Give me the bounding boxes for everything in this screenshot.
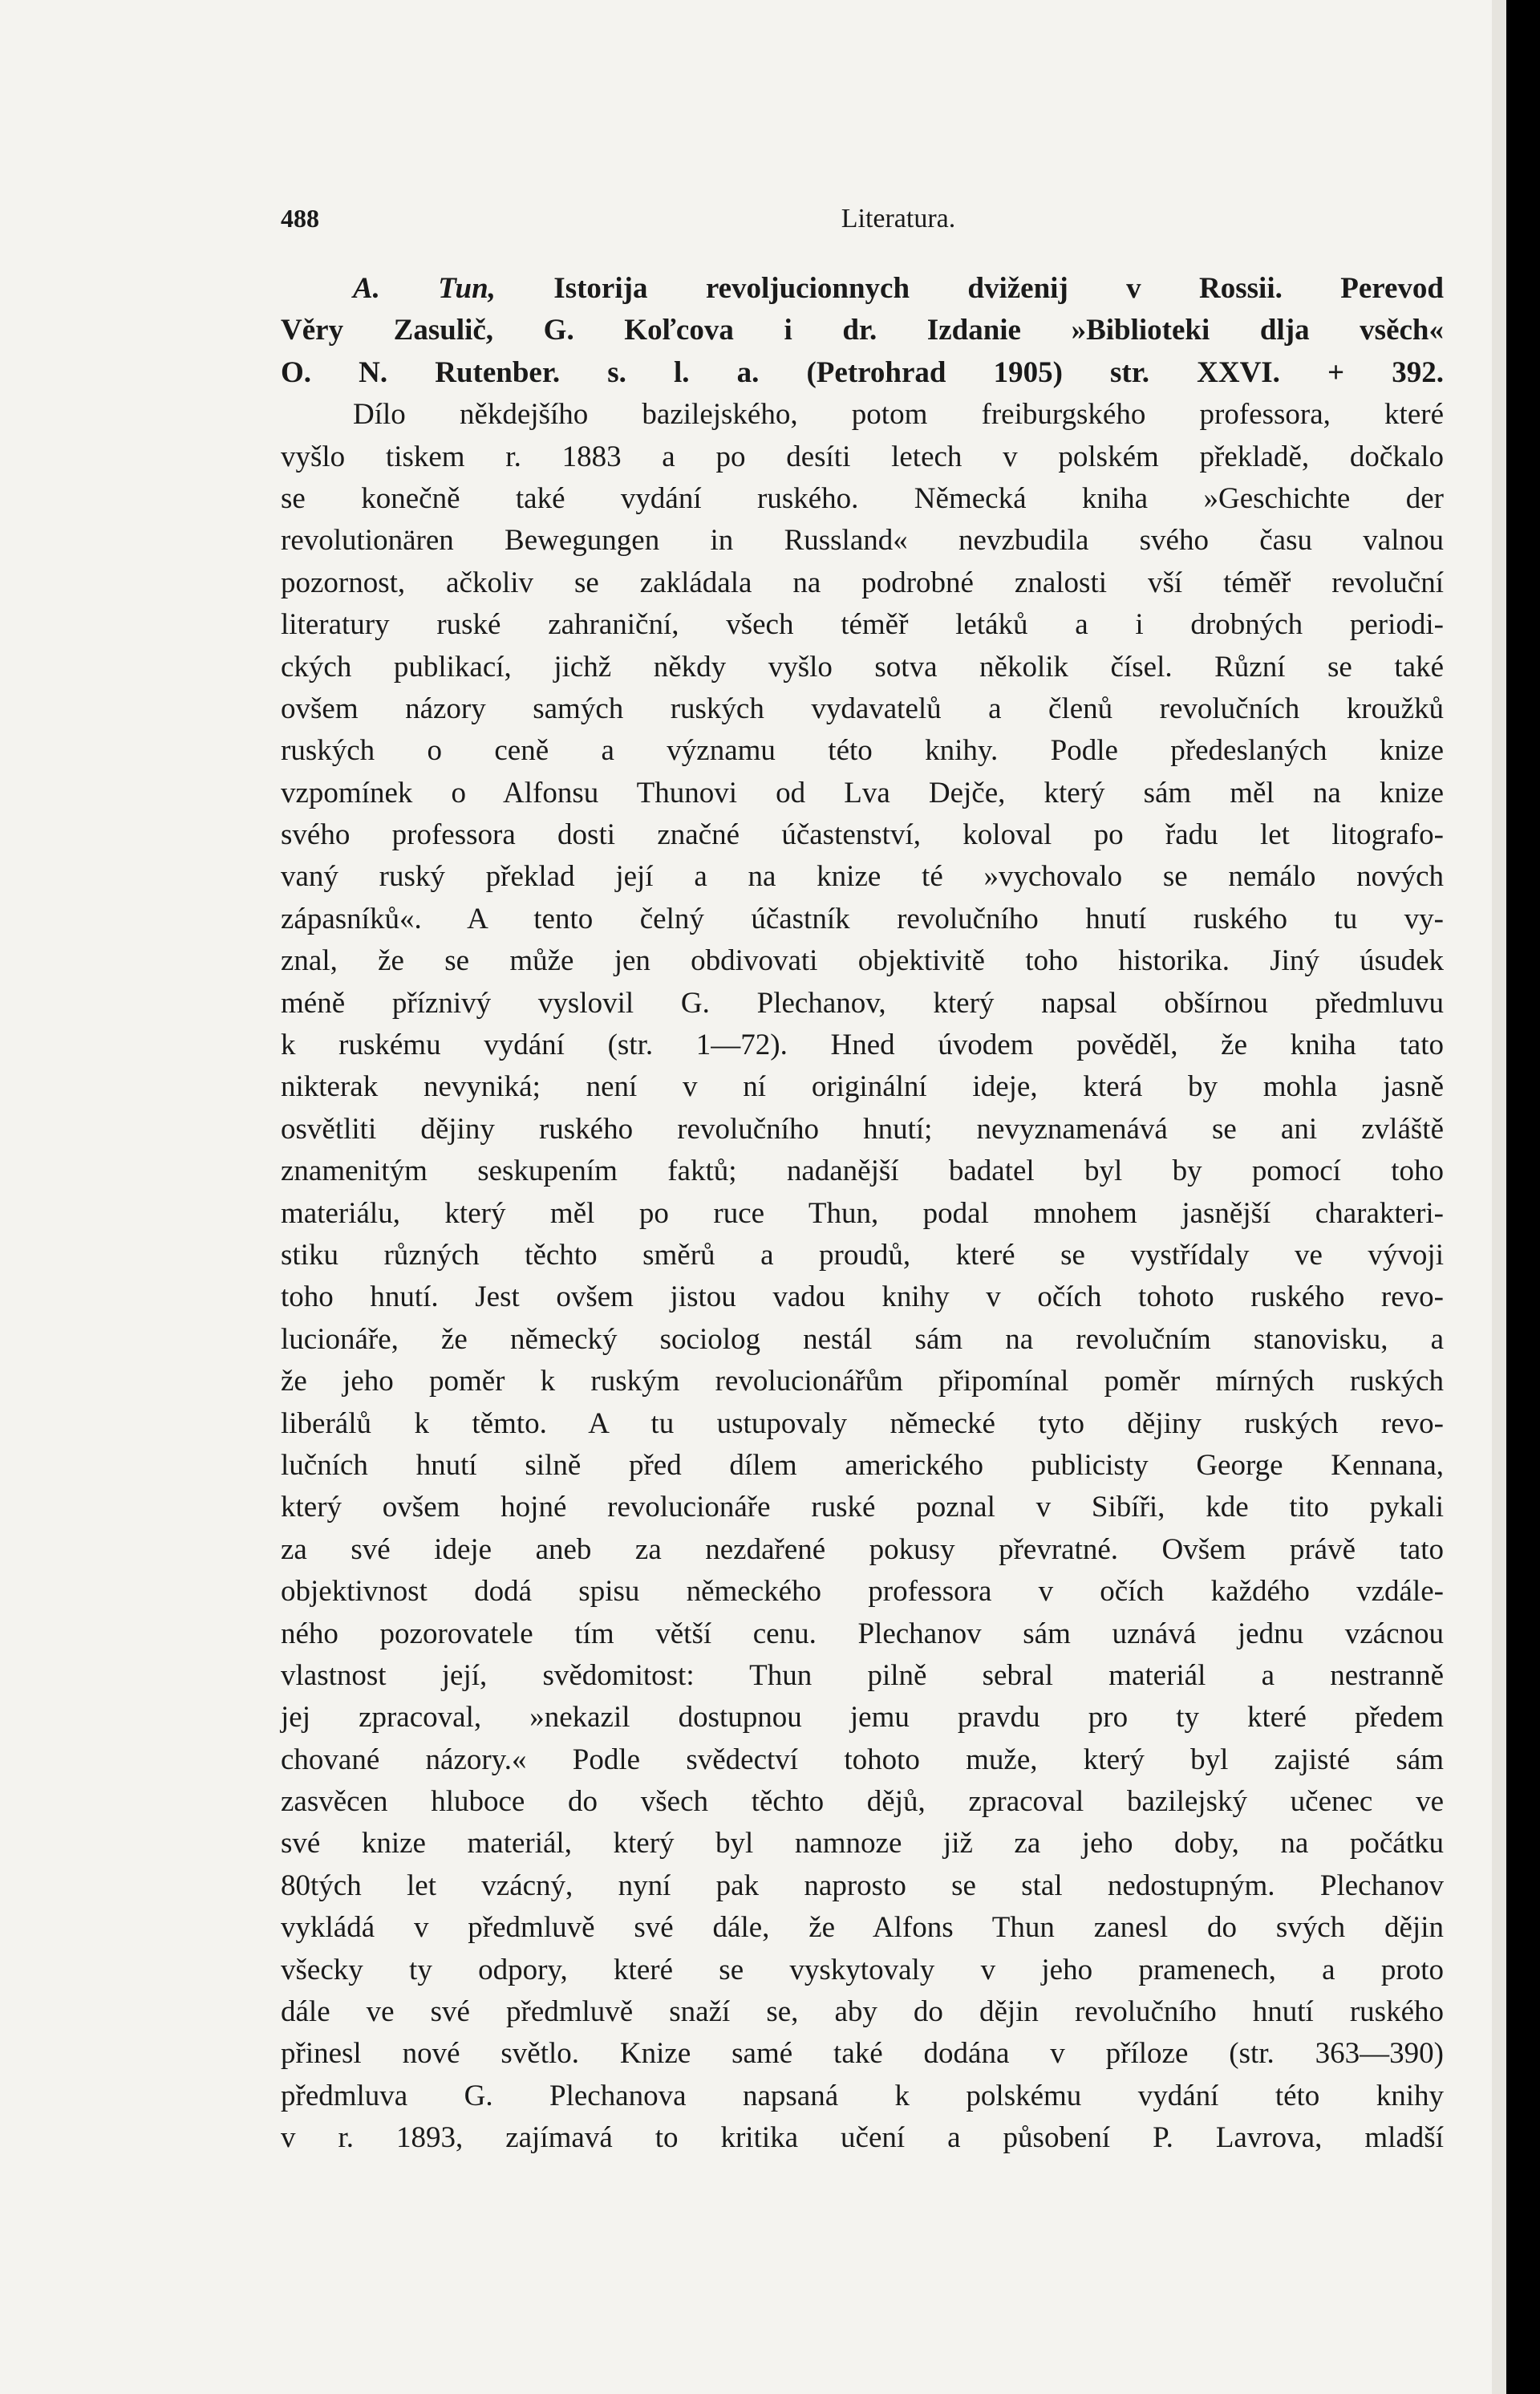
text-line: že jeho poměr k ruským revolucionářům připomínal poměr mírných ruských xyxy=(281,1365,1444,1398)
text-line: vzpomínek o Alfonsu Thunovi od Lva Dejče, který sám měl na knize xyxy=(281,776,1444,809)
body-text xyxy=(281,268,1444,2160)
text-line: stiku různých těchto směrů a proudů, které se vystřídaly ve vývoji xyxy=(281,1238,1444,1272)
text-line: objektivnost dodá spisu německého professora v očích každého vzdále- xyxy=(281,1575,1444,1609)
page-edge xyxy=(1492,0,1506,2394)
text-line: jej zpracoval, »nekazil dostupnou jemu pravdu pro ty které předem xyxy=(281,1701,1444,1735)
text-line: své knize materiál, který byl namnoze již za jeho doby, na počátku xyxy=(281,1827,1444,1860)
text-line: ruských o ceně a významu této knihy. Podle předeslaných knize xyxy=(281,734,1444,768)
section-title: Literatura. xyxy=(841,204,956,233)
text-line: literatury ruské zahraniční, všech téměř letáků a i drobných periodi- xyxy=(281,608,1444,642)
text-line: nikterak nevyniká; není v ní originální ideje, která by mohla jasně xyxy=(281,1070,1444,1104)
text-line: ovšem názory samých ruských vydavatelů a členů revolučních kroužků xyxy=(281,692,1444,725)
text-line: všecky ty odpory, které se vyskytovaly v jeho pramenech, a proto xyxy=(281,1953,1444,1986)
text-line: přinesl nové světlo. Knize samé také dodána v příloze (str. 363—390) xyxy=(281,2037,1444,2071)
text-line: osvětliti dějiny ruského revolučního hnutí; nevyznamenává se ani zvláště xyxy=(281,1112,1444,1146)
text-line: vlastnost její, svědomitost: Thun pilně sebral materiál a nestranně xyxy=(281,1658,1444,1692)
page-number: 488 xyxy=(281,204,319,233)
running-head xyxy=(281,193,1468,241)
text-line: zápasníků«. A tento čelný účastník revolučního hnutí ruského tu vy- xyxy=(281,902,1444,935)
text-line: k ruskému vydání (str. 1—72). Hned úvodem pověděl, že kniha tato xyxy=(281,1029,1444,1062)
text-line: za své ideje aneb za nezdařené pokusy převratné. Ovšem právě tato xyxy=(281,1532,1444,1566)
text-line: méně příznivý vyslovil G. Plechanov, který napsal obšírnou předmluvu xyxy=(281,986,1444,1020)
text-line: v r. 1893, zajímavá to kritika učení a působení P. Lavrova, mladší xyxy=(281,2121,1444,2155)
text-line: lučních hnutí silně před dílem amerického publicisty George Kennana, xyxy=(281,1448,1444,1482)
text-line: znamenitým seskupením faktů; nadanější badatel byl by pomocí toho xyxy=(281,1154,1444,1188)
text-line: A. Tun, Istorija revoljucionnych dviženij v Rossii. Perevod xyxy=(353,272,1445,305)
text-line: Dílo někdejšího bazilejského, potom freiburgského professora, které xyxy=(353,398,1444,432)
text-line: vyšlo tiskem r. 1883 a po desíti letech v polském překladě, dočkalo xyxy=(281,440,1444,473)
text-line: chované názory.« Podle svědectví tohoto muže, který byl zajisté sám xyxy=(281,1743,1444,1776)
text-line: svého professora dosti značné účastenství, koloval po řadu let litografo- xyxy=(281,818,1444,852)
text-line: vykládá v předmluvě své dále, že Alfons Thun zanesl do svých dějin xyxy=(281,1911,1444,1945)
text-line: který ovšem hojné revolucionáře ruské poznal v Sibíři, kde tito pykali xyxy=(281,1491,1444,1524)
text-line: znal, že se může jen obdivovati objektivitě toho historika. Jiný úsudek xyxy=(281,944,1444,978)
text-line: materiálu, který měl po ruce Thun, podal mnohem jasnější charakteri- xyxy=(281,1196,1444,1230)
text-line: ckých publikací, jichž někdy vyšlo sotva několik čísel. Různí se také xyxy=(281,650,1444,684)
text-line: 80tých let vzácný, nyní pak naprosto se stal nedostupným. Plechanov xyxy=(281,1869,1444,1902)
text-line: O. N. Rutenber. s. l. a. (Petrohrad 1905) str. XXVI. + 392. xyxy=(281,355,1444,389)
text-line: Věry Zasulič, G. Koľcova i dr. Izdanie »Biblioteki dlja vsěch« xyxy=(281,314,1444,347)
author-name: A. Tun, xyxy=(353,272,496,305)
text-line: lucionáře, že německý sociolog nestál sám na revolučním stanovisku, a xyxy=(281,1322,1444,1356)
text-line: toho hnutí. Jest ovšem jistou vadou knihy v očích tohoto ruského revo- xyxy=(281,1280,1444,1314)
text-line: zasvěcen hluboce do všech těchto dějů, zpracoval bazilejský učenec ve xyxy=(281,1785,1444,1819)
text-line: se konečně také vydání ruského. Německá kniha »Geschichte der xyxy=(281,481,1444,515)
text-line: pozornost, ačkoliv se zakládala na podrobné znalosti vší téměř revoluční xyxy=(281,566,1444,599)
text-line: liberálů k těmto. A tu ustupovaly německé tyto dějiny ruských revo- xyxy=(281,1406,1444,1440)
text-line: revolutionären Bewegungen in Russland« nevzbudila svého času valnou xyxy=(281,524,1444,558)
text-line: ného pozorovatele tím větší cenu. Plechanov sám uznává jednu vzácnou xyxy=(281,1617,1444,1650)
text-line: vaný ruský překlad její a na knize té »vychovalo se nemálo nových xyxy=(281,860,1444,894)
text-line: předmluva G. Plechanova napsaná k polskému vydání této knihy xyxy=(281,2079,1444,2112)
text-line: dále ve své předmluvě snaží se, aby do dějin revolučního hnutí ruského xyxy=(281,1995,1444,2029)
